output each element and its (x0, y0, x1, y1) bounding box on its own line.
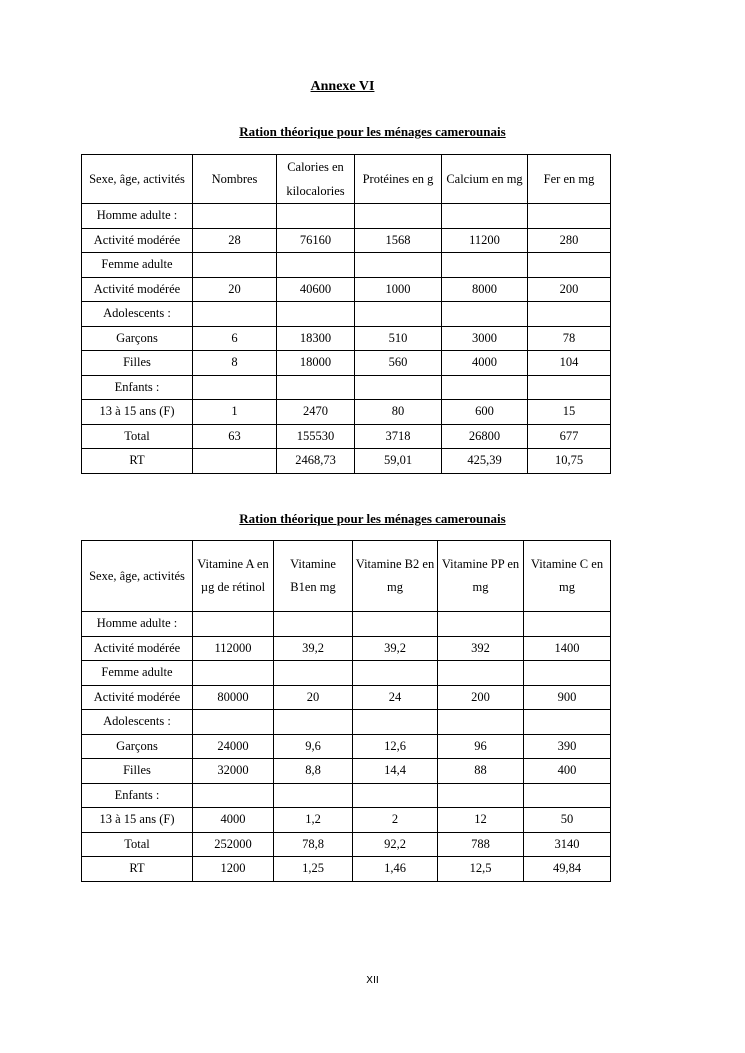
table-cell: 1568 (355, 228, 442, 253)
table-cell: 1400 (524, 636, 611, 661)
table-cell (355, 204, 442, 229)
table-cell: 28 (193, 228, 277, 253)
row-label: Total (82, 424, 193, 449)
table-cell: 104 (528, 351, 611, 376)
table-row (82, 326, 611, 351)
table-cell: 12,6 (353, 734, 438, 759)
table-cell: 15 (528, 400, 611, 425)
table-cell: 59,01 (355, 449, 442, 474)
row-label: Activité modérée (82, 636, 193, 661)
table-cell: 96 (438, 734, 524, 759)
table-cell: 88 (438, 759, 524, 784)
table-cell (193, 449, 277, 474)
row-label: RT (82, 449, 193, 474)
table-cell: 40600 (277, 277, 355, 302)
table-cell: 4000 (193, 808, 274, 833)
table-row (82, 685, 611, 710)
table-cell (524, 783, 611, 808)
row-label: Total (82, 832, 193, 857)
table-cell (442, 253, 528, 278)
row-label: Adolescents : (82, 302, 193, 327)
table-cell (193, 375, 277, 400)
row-label: Garçons (82, 326, 193, 351)
table-cell (442, 204, 528, 229)
table-cell: 425,39 (442, 449, 528, 474)
table-cell (353, 661, 438, 686)
column-header: Calcium en mg (442, 155, 528, 204)
table-row (82, 302, 611, 327)
table-cell (438, 661, 524, 686)
table-row (82, 710, 611, 735)
row-label: Enfants : (82, 783, 193, 808)
column-header: Vitamine PP en mg (438, 541, 524, 612)
table-cell: 11200 (442, 228, 528, 253)
table-cell (355, 375, 442, 400)
table-cell: 50 (524, 808, 611, 833)
column-header: Sexe, âge, activités (82, 155, 193, 204)
table-cell (528, 302, 611, 327)
column-header: Vitamine B1en mg (274, 541, 353, 612)
table-cell: 900 (524, 685, 611, 710)
table-cell (438, 612, 524, 637)
table-cell: 392 (438, 636, 524, 661)
table-cell: 39,2 (274, 636, 353, 661)
table-cell (442, 302, 528, 327)
page-number: XII (366, 975, 379, 986)
table-cell: 80000 (193, 685, 274, 710)
table-cell: 49,84 (524, 857, 611, 882)
row-label: Adolescents : (82, 710, 193, 735)
row-label: Activité modérée (82, 685, 193, 710)
table-cell (274, 661, 353, 686)
table-row (82, 277, 611, 302)
column-header: Protéines en g (355, 155, 442, 204)
table-cell: 280 (528, 228, 611, 253)
table-cell (193, 302, 277, 327)
table-cell (355, 302, 442, 327)
table-cell: 4000 (442, 351, 528, 376)
table-cell: 24000 (193, 734, 274, 759)
table-cell (528, 375, 611, 400)
table-row (82, 400, 611, 425)
table-cell (274, 783, 353, 808)
table-cell: 200 (528, 277, 611, 302)
table-cell (193, 783, 274, 808)
table-cell (193, 710, 274, 735)
row-label: RT (82, 857, 193, 882)
column-header: Vitamine B2 en mg (353, 541, 438, 612)
table-cell: 200 (438, 685, 524, 710)
table-row (82, 636, 611, 661)
row-label: Homme adulte : (82, 612, 193, 637)
table-cell (438, 783, 524, 808)
row-label: Femme adulte (82, 661, 193, 686)
column-header: Vitamine A en µg de rétinol (193, 541, 274, 612)
table-cell: 8,8 (274, 759, 353, 784)
table-cell: 390 (524, 734, 611, 759)
row-label: Filles (82, 759, 193, 784)
table-cell (277, 253, 355, 278)
table-cell: 2 (353, 808, 438, 833)
table-cell: 78,8 (274, 832, 353, 857)
table-cell (528, 253, 611, 278)
table-row (82, 424, 611, 449)
row-label: Femme adulte (82, 253, 193, 278)
table-cell: 3000 (442, 326, 528, 351)
row-label: 13 à 15 ans (F) (82, 400, 193, 425)
table-cell: 14,4 (353, 759, 438, 784)
row-label: Activité modérée (82, 228, 193, 253)
table-cell (193, 253, 277, 278)
table-cell: 18000 (277, 351, 355, 376)
table-cell (524, 710, 611, 735)
table-cell: 24 (353, 685, 438, 710)
table-cell (353, 783, 438, 808)
table-cell (442, 375, 528, 400)
table-row (82, 204, 611, 229)
table-cell: 1 (193, 400, 277, 425)
table-cell: 1,2 (274, 808, 353, 833)
table-row (82, 783, 611, 808)
table-cell: 155530 (277, 424, 355, 449)
row-label: Enfants : (82, 375, 193, 400)
column-header: Fer en mg (528, 155, 611, 204)
table1-caption: Ration théorique pour les ménages camerounais (239, 124, 506, 139)
table-cell: 400 (524, 759, 611, 784)
annex-title: Annexe VI (310, 79, 375, 94)
table-cell (524, 661, 611, 686)
nutrition-table-vitamins (81, 540, 611, 882)
table-row (82, 253, 611, 278)
row-label: Activité modérée (82, 277, 193, 302)
table-cell (353, 612, 438, 637)
table-cell: 112000 (193, 636, 274, 661)
row-label: Filles (82, 351, 193, 376)
table-cell: 20 (193, 277, 277, 302)
table2-caption: Ration théorique pour les ménages camerounais (239, 511, 506, 526)
table-cell: 20 (274, 685, 353, 710)
table-cell (274, 612, 353, 637)
table-cell: 1000 (355, 277, 442, 302)
row-label: 13 à 15 ans (F) (82, 808, 193, 833)
table-cell: 8 (193, 351, 277, 376)
table-row (82, 612, 611, 637)
header-row (82, 155, 611, 204)
table-cell (438, 710, 524, 735)
column-header: Nombres (193, 155, 277, 204)
table-row (82, 832, 611, 857)
table-row (82, 661, 611, 686)
column-header: Sexe, âge, activités (82, 541, 193, 612)
table-cell: 63 (193, 424, 277, 449)
column-header: Vitamine C en mg (524, 541, 611, 612)
table-cell: 252000 (193, 832, 274, 857)
table-cell: 12,5 (438, 857, 524, 882)
table-cell (353, 710, 438, 735)
table-cell: 18300 (277, 326, 355, 351)
table-cell (193, 612, 274, 637)
table-row (82, 734, 611, 759)
nutrition-table-minerals (81, 154, 611, 474)
table-row (82, 857, 611, 882)
table-cell: 3140 (524, 832, 611, 857)
table-row (82, 228, 611, 253)
table-cell: 788 (438, 832, 524, 857)
header-row (82, 541, 611, 612)
table-cell (524, 612, 611, 637)
table-cell: 600 (442, 400, 528, 425)
table-row (82, 449, 611, 474)
table-cell: 9,6 (274, 734, 353, 759)
table-cell: 8000 (442, 277, 528, 302)
table-cell: 560 (355, 351, 442, 376)
table-cell: 677 (528, 424, 611, 449)
table-cell (277, 302, 355, 327)
table-cell (193, 661, 274, 686)
table-cell: 2468,73 (277, 449, 355, 474)
table-cell (528, 204, 611, 229)
table-row (82, 808, 611, 833)
table-row (82, 375, 611, 400)
table-cell: 76160 (277, 228, 355, 253)
table-cell (277, 204, 355, 229)
column-header: Calories en kilocalories (277, 155, 355, 204)
table-cell: 78 (528, 326, 611, 351)
table-cell: 3718 (355, 424, 442, 449)
table-row (82, 351, 611, 376)
table-cell (277, 375, 355, 400)
table-cell (355, 253, 442, 278)
row-label: Homme adulte : (82, 204, 193, 229)
table-cell: 1,46 (353, 857, 438, 882)
table-cell: 1200 (193, 857, 274, 882)
table-cell: 12 (438, 808, 524, 833)
table-cell: 10,75 (528, 449, 611, 474)
table-cell: 1,25 (274, 857, 353, 882)
table-cell (193, 204, 277, 229)
table-cell: 92,2 (353, 832, 438, 857)
table-cell (274, 710, 353, 735)
table-cell: 26800 (442, 424, 528, 449)
row-label: Garçons (82, 734, 193, 759)
table-cell: 80 (355, 400, 442, 425)
table-cell: 39,2 (353, 636, 438, 661)
table-cell: 32000 (193, 759, 274, 784)
table-cell: 6 (193, 326, 277, 351)
table-cell: 510 (355, 326, 442, 351)
table-cell: 2470 (277, 400, 355, 425)
table-row (82, 759, 611, 784)
